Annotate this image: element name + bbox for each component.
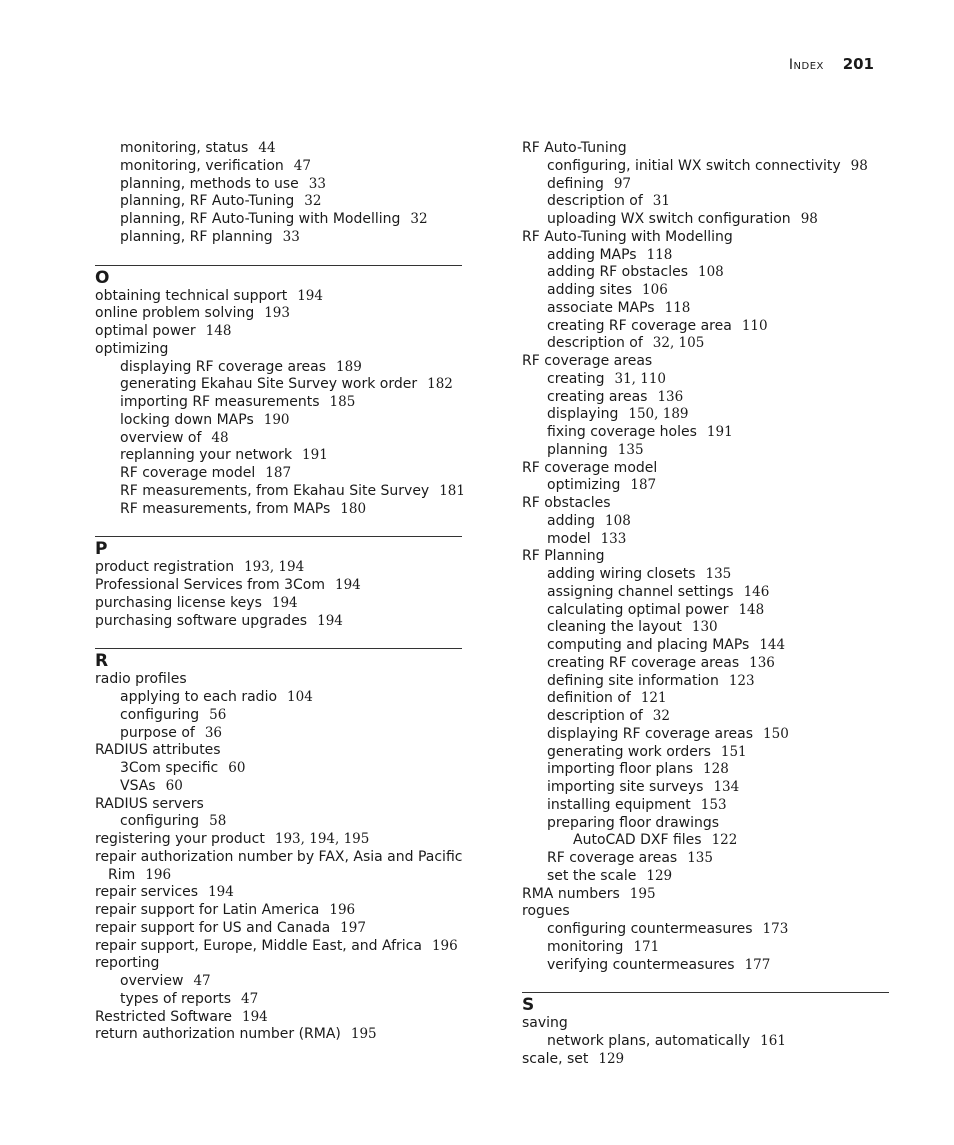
index-entry	[522, 1051, 889, 1069]
index-entry	[522, 903, 889, 921]
entry-page-numbers: 196	[431, 937, 458, 954]
index-entry	[522, 176, 889, 194]
entry-page-numbers: 148	[205, 323, 232, 339]
entry-term: verifying countermeasures	[547, 956, 735, 973]
entry-page-numbers: 144	[759, 637, 786, 653]
entry-page-numbers: 32	[304, 193, 322, 210]
entry-term: Professional Services from 3Com	[95, 577, 325, 593]
entry-page-numbers: 31, 110	[614, 370, 667, 387]
index-entry	[95, 849, 462, 867]
entry-term: fixing coverage holes	[547, 424, 697, 440]
entry-term: repair authorization number by FAX, Asia and Pacific	[95, 848, 463, 865]
index-entry	[95, 1026, 462, 1044]
entry-term: creating	[547, 370, 605, 387]
entry-term: creating areas	[547, 388, 648, 405]
index-entry	[522, 140, 889, 158]
index-entry	[95, 158, 462, 176]
entry-page-numbers: 36	[204, 724, 223, 741]
entry-term: monitoring, verification	[120, 157, 284, 174]
index-entry	[522, 531, 889, 549]
entry-term: obtaining technical support	[95, 287, 288, 304]
index-entry	[522, 939, 889, 957]
index-entry	[95, 447, 462, 465]
entry-page-numbers: 47	[193, 973, 211, 989]
entry-page-numbers: 134	[713, 779, 740, 795]
index-entry	[522, 193, 889, 211]
section-letter: P	[95, 539, 108, 560]
entry-page-numbers: 151	[720, 743, 747, 760]
index-entry	[95, 725, 462, 743]
entry-term: monitoring	[547, 938, 624, 955]
entry-term: types of reports	[120, 990, 232, 1007]
index-entry	[522, 158, 889, 176]
entry-term: purpose of	[120, 724, 195, 741]
entry-term: optimizing	[547, 477, 621, 494]
index-entry	[95, 305, 462, 323]
entry-term: planning, RF Auto-Tuning with Modelling	[120, 211, 401, 227]
index-entry	[95, 973, 462, 991]
entry-page-numbers: 194	[242, 1008, 268, 1025]
entry-page-numbers: 135	[705, 566, 732, 582]
index-entry	[522, 371, 889, 389]
index-entry	[522, 264, 889, 282]
entry-page-numbers: 123	[728, 672, 755, 689]
entry-page-numbers: 189	[336, 358, 362, 375]
entry-term: creating RF coverage area	[547, 317, 732, 334]
entry-page-numbers: 128	[703, 761, 729, 778]
entry-term: RF coverage model	[522, 459, 658, 476]
entry-term: adding RF obstacles	[547, 264, 688, 281]
entry-term: calculating optimal power	[547, 601, 729, 618]
entry-page-numbers: 153	[700, 796, 727, 813]
entry-term: RMA numbers	[522, 885, 620, 902]
entry-term: model	[547, 530, 591, 547]
index-entry	[522, 247, 889, 265]
entry-page-numbers: 195	[629, 885, 656, 902]
entry-term: description of	[547, 193, 643, 210]
entry-term: associate MAPs	[547, 299, 655, 316]
index-entry	[95, 902, 462, 920]
index-entry	[522, 566, 889, 584]
entry-page-numbers: 56	[209, 706, 227, 723]
entry-page-numbers: 187	[630, 477, 657, 494]
index-entry	[522, 708, 889, 726]
index-entry	[522, 655, 889, 673]
entry-page-numbers: 135	[617, 441, 644, 458]
index-entry	[95, 991, 462, 1009]
index-entry	[522, 850, 889, 868]
entry-term: planning, RF Auto-Tuning	[120, 193, 295, 210]
index-entry	[95, 831, 462, 849]
index-entry	[95, 211, 462, 229]
entry-term: importing RF measurements	[120, 394, 320, 410]
index-entry	[522, 673, 889, 691]
index-entry	[95, 778, 462, 796]
index-entry	[95, 140, 462, 158]
entry-page-numbers: 135	[687, 850, 713, 866]
index-entry	[522, 602, 889, 620]
entry-page-numbers: 195	[350, 1026, 377, 1043]
entry-term: repair support for US and Canada	[95, 919, 331, 936]
entry-term: return authorization number (RMA)	[95, 1026, 341, 1043]
index-entry	[522, 690, 889, 708]
entry-term: RF Auto-Tuning with Modelling	[522, 228, 733, 245]
entry-term: defining	[547, 175, 604, 192]
index-entry	[522, 1033, 889, 1051]
index-entry	[522, 637, 889, 655]
entry-page-numbers: 193, 194, 195	[274, 831, 370, 847]
entry-page-numbers: 196	[145, 866, 172, 883]
entry-page-numbers: 194	[208, 884, 234, 901]
entry-term: 3Com specific	[120, 760, 219, 776]
entry-term: planning	[547, 441, 608, 458]
entry-term: RF coverage areas	[547, 850, 678, 866]
entry-term: registering your product	[95, 831, 265, 847]
entry-term: configuring	[120, 813, 200, 830]
index-entry	[95, 559, 462, 577]
entry-term: description of	[547, 708, 643, 724]
entry-term: network plans, automatically	[547, 1033, 751, 1049]
entry-page-numbers: 130	[691, 619, 718, 636]
entry-page-numbers: 104	[287, 689, 313, 705]
index-entry	[95, 938, 462, 956]
entry-page-numbers: 48	[211, 429, 229, 446]
index-entry	[95, 595, 462, 613]
entry-page-numbers: 150, 189	[628, 406, 689, 423]
index-entry	[95, 465, 462, 483]
entry-term: scale, set	[522, 1050, 589, 1067]
entry-page-numbers: 196	[329, 902, 356, 918]
index-entry	[95, 796, 462, 814]
index-entry	[95, 501, 462, 519]
index-entry	[95, 1009, 462, 1027]
entry-term: RF coverage areas	[522, 353, 653, 369]
index-entry	[95, 323, 462, 341]
index-entry	[522, 886, 889, 904]
index-entry	[95, 288, 462, 306]
index-entry	[95, 193, 462, 211]
entry-page-numbers: 60	[228, 760, 246, 776]
entry-term: saving	[522, 1015, 568, 1032]
entry-page-numbers: 177	[744, 956, 771, 973]
entry-page-numbers: 106	[642, 282, 668, 298]
entry-term: generating Ekahau Site Survey work order	[120, 376, 418, 393]
entry-page-numbers: 190	[263, 411, 290, 428]
entry-term: uploading WX switch configuration	[547, 211, 791, 227]
index-entry	[522, 779, 889, 797]
entry-page-numbers: 122	[711, 832, 738, 849]
entry-term: importing site surveys	[547, 779, 704, 795]
entry-term: adding MAPs	[547, 246, 637, 263]
entry-term: AutoCAD DXF files	[573, 832, 702, 849]
index-entry	[95, 884, 462, 902]
entry-term: planning, RF planning	[120, 228, 273, 245]
page-header	[789, 55, 874, 73]
entry-term: Rim	[108, 866, 136, 883]
entry-term: purchasing license keys	[95, 594, 262, 611]
entry-page-numbers: 118	[646, 246, 673, 263]
entry-term: RF measurements, from MAPs	[120, 500, 331, 517]
index-entry	[95, 229, 462, 247]
entry-page-numbers: 146	[743, 583, 770, 600]
entry-term: repair support for Latin America	[95, 902, 320, 918]
index-column-left	[95, 140, 465, 1044]
entry-page-numbers: 194	[335, 577, 361, 593]
entry-term: applying to each radio	[120, 689, 278, 705]
entry-term: description of	[547, 335, 643, 352]
index-entry	[522, 726, 889, 744]
entry-term: displaying	[547, 406, 619, 423]
index-entry	[522, 424, 889, 442]
index-entry	[522, 353, 889, 371]
entry-page-numbers: 121	[640, 690, 667, 707]
entry-page-numbers: 161	[760, 1033, 786, 1049]
entry-term: cleaning the layout	[547, 619, 682, 636]
entry-term: locking down MAPs	[120, 411, 254, 428]
index-entry	[95, 671, 462, 689]
entry-term: defining site information	[547, 672, 719, 689]
entry-term: replanning your network	[120, 447, 293, 464]
entry-term: definition of	[547, 690, 631, 707]
index-entry	[522, 513, 889, 531]
index-entry	[522, 282, 889, 300]
index-entry	[522, 406, 889, 424]
entry-page-numbers: 191	[706, 424, 733, 440]
index-entry	[95, 359, 462, 377]
index-entry	[95, 707, 462, 725]
entry-term: RADIUS servers	[95, 795, 204, 812]
entry-page-numbers: 129	[598, 1050, 625, 1067]
entry-page-numbers: 129	[646, 867, 673, 884]
index-entry	[95, 689, 462, 707]
index-entry	[95, 760, 462, 778]
index-entry	[95, 430, 462, 448]
entry-page-numbers: 173	[762, 921, 789, 937]
entry-term: overview of	[120, 429, 202, 446]
entry-term: adding wiring closets	[547, 566, 696, 582]
index-entry	[522, 868, 889, 886]
section-divider	[95, 536, 462, 559]
section-letter: S	[522, 995, 535, 1016]
index-entry	[522, 1015, 889, 1033]
index-entry	[95, 394, 462, 412]
index-entry	[522, 744, 889, 762]
entry-term: rogues	[522, 903, 570, 920]
entry-page-numbers: 180	[340, 500, 367, 517]
index-entry	[522, 211, 889, 229]
entry-term: assigning channel settings	[547, 583, 734, 600]
entry-page-numbers: 32	[410, 211, 428, 227]
entry-term: planning, methods to use	[120, 175, 299, 192]
index-entry	[95, 867, 462, 885]
entry-page-numbers: 58	[209, 813, 227, 830]
entry-term: optimal power	[95, 323, 196, 339]
index-entry	[95, 613, 462, 631]
entry-page-numbers: 32	[652, 708, 670, 724]
entry-page-numbers: 181	[439, 482, 465, 499]
section-letter: O	[95, 267, 110, 288]
index-entry	[522, 921, 889, 939]
index-entry	[95, 341, 462, 359]
entry-page-numbers: 32, 105	[652, 335, 705, 352]
entry-term: repair support, Europe, Middle East, and Africa	[95, 937, 422, 954]
index-entry	[522, 815, 889, 833]
section-letter: R	[95, 651, 109, 672]
index-entry	[522, 548, 889, 566]
section-divider	[95, 648, 462, 671]
entry-page-numbers: 133	[600, 530, 627, 547]
index-entry	[95, 577, 462, 595]
entry-page-numbers: 108	[698, 264, 724, 281]
entry-term: Restricted Software	[95, 1008, 232, 1025]
entry-page-numbers: 136	[749, 654, 775, 671]
entry-term: generating work orders	[547, 743, 711, 760]
index-entry	[522, 300, 889, 318]
entry-term: overview	[120, 973, 184, 989]
entry-term: online problem solving	[95, 305, 255, 322]
index-entry	[95, 176, 462, 194]
entry-page-numbers: 98	[800, 211, 818, 227]
entry-page-numbers: 193	[264, 305, 290, 322]
entry-term: adding sites	[547, 282, 633, 298]
entry-page-numbers: 191	[302, 447, 328, 464]
entry-page-numbers: 136	[657, 388, 684, 405]
index-entry	[522, 761, 889, 779]
entry-page-numbers: 44	[258, 140, 276, 156]
entry-page-numbers: 110	[741, 317, 768, 334]
index-entry	[522, 477, 889, 495]
entry-term: importing floor plans	[547, 761, 694, 778]
index-entry	[95, 376, 462, 394]
entry-page-numbers: 197	[340, 919, 366, 936]
index-entry	[95, 955, 462, 973]
entry-term: computing and placing MAPs	[547, 637, 750, 653]
index-entry	[522, 619, 889, 637]
entry-term: configuring countermeasures	[547, 921, 753, 937]
index-column-right	[522, 140, 889, 1069]
index-entry	[522, 389, 889, 407]
index-entry	[522, 318, 889, 336]
index-entry	[522, 832, 889, 850]
index-entry	[95, 482, 465, 501]
index-entry	[95, 920, 462, 938]
entry-term: creating RF coverage areas	[547, 654, 740, 671]
entry-page-numbers: 148	[738, 601, 765, 618]
entry-page-numbers: 150	[763, 725, 789, 742]
entry-term: VSAs	[120, 777, 156, 794]
entry-term: adding	[547, 512, 596, 529]
entry-page-numbers: 47	[241, 990, 259, 1007]
entry-term: configuring	[120, 706, 200, 723]
entry-term: product registration	[95, 559, 235, 576]
index-entry	[522, 495, 889, 513]
entry-term: RF obstacles	[522, 495, 611, 511]
entry-page-numbers: 33	[282, 228, 300, 245]
index-entry	[522, 335, 889, 353]
entry-page-numbers: 118	[664, 299, 691, 316]
entry-term: RF Auto-Tuning	[522, 140, 627, 156]
index-entry	[95, 742, 462, 760]
entry-page-numbers: 194	[271, 594, 298, 611]
entry-term: reporting	[95, 955, 160, 972]
entry-term: RF measurements, from Ekahau Site Survey	[120, 482, 430, 499]
entry-term: RF Planning	[522, 548, 605, 565]
index-entry	[522, 797, 889, 815]
entry-page-numbers: 31	[652, 193, 670, 210]
entry-page-numbers: 60	[165, 777, 183, 794]
entry-page-numbers: 97	[613, 175, 632, 192]
index-entry	[95, 412, 462, 430]
entry-term: configuring, initial WX switch connectivity	[547, 157, 841, 174]
entry-page-numbers: 182	[427, 376, 453, 393]
index-entry	[522, 460, 889, 478]
entry-term: repair services	[95, 884, 199, 901]
entry-term: radio profiles	[95, 671, 187, 688]
page-number: 201	[842, 55, 874, 73]
entry-term: displaying RF coverage areas	[120, 358, 327, 375]
entry-term: monitoring, status	[120, 140, 249, 156]
index-entry	[95, 813, 462, 831]
entry-page-numbers: 193, 194	[244, 559, 305, 576]
entry-page-numbers: 108	[605, 512, 631, 529]
entry-page-numbers: 33	[308, 175, 326, 192]
section-title: Index	[788, 57, 824, 73]
entry-page-numbers: 187	[265, 465, 292, 481]
entry-term: RF coverage model	[120, 465, 256, 481]
entry-term: purchasing software upgrades	[95, 612, 308, 629]
entry-page-numbers: 194	[297, 287, 323, 304]
entry-page-numbers: 47	[293, 157, 311, 174]
entry-page-numbers: 171	[633, 938, 660, 955]
index-entry	[522, 957, 889, 975]
entry-term: installing equipment	[547, 796, 691, 813]
index-entry	[522, 584, 889, 602]
entry-term: preparing floor drawings	[547, 814, 720, 831]
entry-page-numbers: 98	[850, 157, 868, 174]
entry-term: RADIUS attributes	[95, 742, 221, 759]
entry-term: set the scale	[547, 867, 637, 884]
index-entry	[522, 442, 889, 460]
section-divider	[522, 992, 889, 1015]
entry-page-numbers: 185	[329, 394, 356, 410]
entry-term: optimizing	[95, 340, 169, 357]
entry-term: displaying RF coverage areas	[547, 725, 754, 742]
section-divider	[95, 265, 462, 288]
entry-page-numbers: 194	[317, 612, 343, 629]
index-entry	[522, 229, 889, 247]
